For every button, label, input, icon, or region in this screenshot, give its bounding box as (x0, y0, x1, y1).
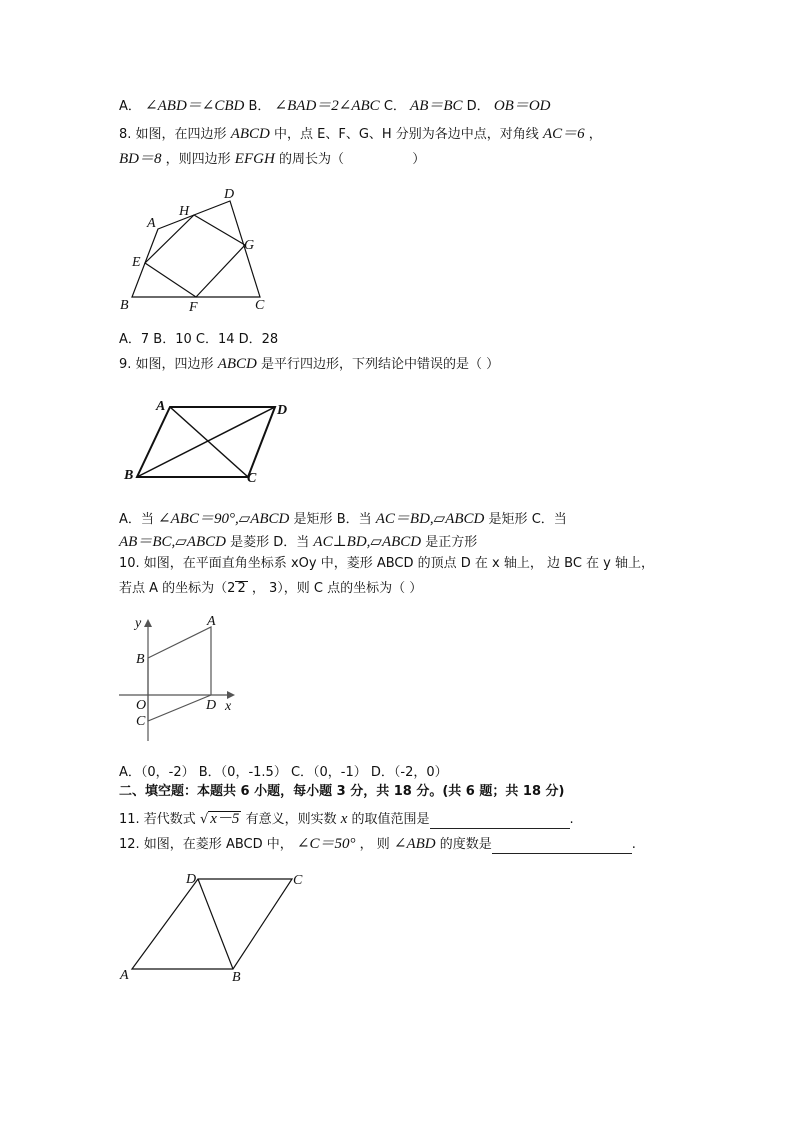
q12-rhombus (132, 879, 292, 969)
q9-options-line2 (119, 533, 477, 552)
q11-text1: 11. 若代数式 (119, 812, 196, 827)
q9-option-a-label: A．当 (119, 512, 154, 527)
q9-stem (119, 355, 499, 374)
q10-y-arrow (144, 619, 152, 627)
q10-sqrt: 2 (237, 581, 246, 596)
q12-label-b: B (232, 970, 241, 985)
q8-text1: 8. 如图，在四边形 (119, 127, 227, 142)
q9-diagonal-bd (137, 407, 275, 477)
q12-figure (115, 868, 315, 988)
q8-options: A．7 B．10 C．14 D．28 (119, 332, 279, 347)
q11-answer-blank[interactable] (430, 814, 570, 829)
q8-ac: AC＝6 (542, 126, 585, 142)
q12-diagonal-bd (198, 879, 233, 969)
q8-figure (115, 185, 275, 315)
q8-close: ） (412, 152, 426, 167)
q12-text3: 的度数是 (439, 837, 492, 852)
q8-text4: 的周长为（ (278, 152, 344, 167)
q10-label-o: O (136, 698, 147, 713)
q7-option-a-expr: ∠ABD＝∠CBD (145, 98, 245, 114)
q10-x-arrow (227, 691, 235, 699)
q10-label-y: y (135, 616, 142, 631)
q11-radicand: x－5 (210, 811, 240, 827)
q12-label-c: C (293, 873, 303, 888)
q7-option-c-label: C． (383, 99, 406, 114)
q9-label-d: D (277, 403, 288, 418)
q7-option-b-expr: ∠BAD＝2∠ABC (274, 98, 380, 114)
q12-end: . (631, 837, 636, 852)
q9-text2: 是平行四边形，下列结论中错误的是（ ） (261, 357, 500, 372)
q12-angle-abd: ∠ABD (393, 836, 436, 852)
q8-stem-line1 (119, 125, 602, 144)
q9-quad: ABCD (217, 356, 257, 372)
q7-option-a-label: A． (119, 99, 141, 114)
q12-stem (119, 835, 636, 854)
q10-figure (115, 613, 245, 743)
q8-text2: 中，点 E、F、G、H 分别为各边中点，对角线 (274, 127, 539, 142)
section2-heading: 二、填空题：本题共 6 小题，每小题 3 分，共 18 分。(共 6 题；共 18 分) (119, 784, 565, 799)
q9-option-d-label: D．当 (273, 535, 310, 550)
q8-bd: BD＝8 (119, 151, 162, 167)
q7-options (119, 97, 551, 116)
q10-options: A．（0，-2） B．（0，-1.5） C．（0，-1） D．（-2，0） (119, 765, 448, 780)
q7-option-d-label: D． (466, 99, 490, 114)
q10-text2b: ， 3），则 C 点的坐标为（ ） (251, 581, 423, 596)
q10-label-d: D (206, 698, 217, 713)
q9-text1: 9. 如图，四边形 (119, 357, 214, 372)
q9-option-c-expr: AB＝BC,▱ABCD (119, 534, 226, 550)
q11-stem (119, 810, 574, 829)
q12-angle-c: ∠C＝50° (296, 836, 356, 852)
q8-label-d: D (224, 187, 235, 202)
q8-label-f: F (189, 300, 198, 315)
q12-text2: ， 则 (359, 837, 390, 852)
q10-label-b: B (136, 652, 145, 667)
q10-label-c: C (136, 714, 146, 729)
q8-efgh: EFGH (234, 151, 275, 167)
q10-stem-line2 (119, 580, 422, 598)
q8-label-c: C (255, 298, 265, 313)
q10-rhombus (148, 627, 211, 721)
q9-label-a: A (156, 399, 166, 414)
q9-option-b-label: B．当 (336, 512, 372, 527)
q9-diagonal-ac (170, 407, 248, 477)
q8-label-h: H (179, 204, 190, 219)
q9-option-d-end: 是正方形 (425, 535, 478, 550)
q9-option-b-end: 是矩形 (488, 512, 528, 527)
q10-stem-line1: 10. 如图，在平面直角坐标系 xOy 中，菱形 ABCD 的顶点 D 在 x 轴上， 边 BC 在 y 轴上， (119, 556, 654, 571)
q11-end: . (569, 812, 574, 827)
q11-text2: 有意义，则实数 (245, 812, 337, 827)
q8-label-g: G (244, 238, 255, 253)
q9-option-d-expr: AC⊥BD,▱ABCD (313, 534, 422, 550)
q9-option-a-end: 是矩形 (293, 512, 333, 527)
q8-stem-line2 (119, 150, 425, 169)
q12-label-d: D (186, 872, 197, 887)
q8-label-e: E (132, 255, 141, 270)
q11-radical: √ x－5 (199, 811, 240, 827)
q7-option-c-expr: AB＝BC (410, 98, 463, 114)
q9-option-a-expr: ∠ABC＝90°,▱ABCD (158, 511, 290, 527)
q12-answer-blank[interactable] (492, 839, 632, 854)
q10-label-a: A (207, 614, 216, 629)
q10-label-x: x (225, 699, 232, 714)
q9-label-b: B (124, 468, 134, 483)
q9-option-c-end: 是菱形 (230, 535, 270, 550)
q8-label-a: A (147, 216, 156, 231)
q11-text3: 的取值范围是 (351, 812, 430, 827)
q12-label-a: A (120, 968, 129, 983)
q9-options-line1 (119, 510, 567, 529)
q7-option-d-expr: OB＝OD (493, 98, 551, 114)
q10-text2a: 若点 A 的坐标为（2 (119, 581, 236, 596)
q9-option-c-label: C．当 (531, 512, 567, 527)
q8-quadrilateral-efgh (145, 215, 245, 297)
q9-figure (120, 395, 300, 485)
q7-option-b-label: B． (248, 99, 271, 114)
q9-option-b-expr: AC＝BD,▱ABCD (375, 511, 485, 527)
q8-comma: ， (588, 127, 602, 142)
q8-quad: ABCD (230, 126, 270, 142)
q8-label-b: B (120, 298, 129, 313)
q11-var: x (340, 811, 348, 827)
q8-text3: ，则四边形 (165, 152, 231, 167)
q9-label-c: C (247, 471, 257, 486)
q12-text1: 12. 如图，在菱形 ABCD 中， (119, 837, 293, 852)
